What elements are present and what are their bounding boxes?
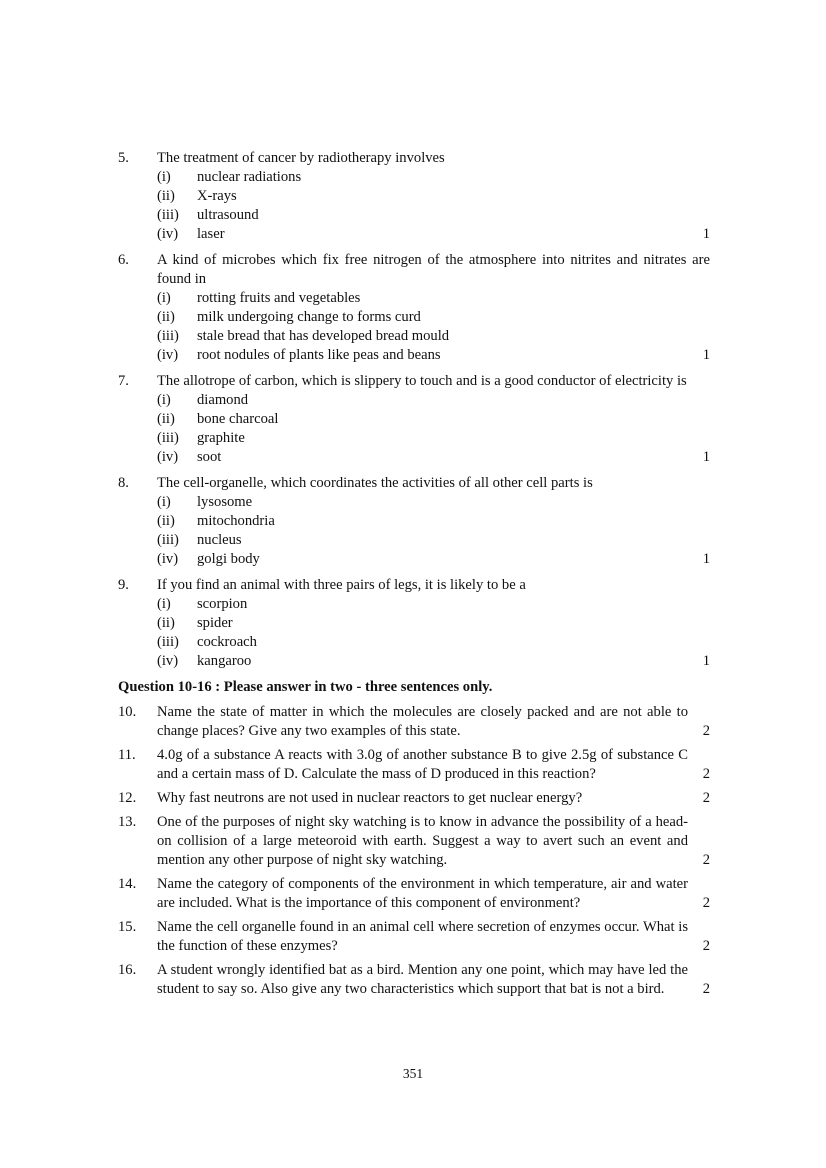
option bbox=[157, 595, 710, 614]
option bbox=[157, 550, 710, 569]
question-11 bbox=[118, 746, 710, 784]
option-number: (iii) bbox=[157, 207, 179, 223]
question-text: The treatment of cancer by radiotherapy involves bbox=[157, 150, 445, 166]
question-8 bbox=[118, 474, 710, 569]
option bbox=[157, 633, 710, 652]
option-number: (i) bbox=[157, 169, 171, 185]
option bbox=[157, 410, 710, 429]
question-number: 7. bbox=[118, 373, 129, 389]
question-number: 13. bbox=[118, 814, 137, 830]
option bbox=[157, 346, 710, 365]
question-text: One of the purposes of night sky watching is to know in advance the possibility of a head-on collision of a large meteoroid with earth. Suggest a way to avert such an event and mention any other purpose of night sky watching. bbox=[157, 814, 688, 868]
question-text: 4.0g of a substance A reacts with 3.0g of another substance B to give 2.5g of substance C and a certain mass of D. Calculate the mass of D produced in this reaction? bbox=[157, 747, 688, 782]
option-number: (iii) bbox=[157, 634, 179, 650]
question-15 bbox=[118, 918, 710, 956]
question-text: The allotrope of carbon, which is slippery to touch and is a good conductor of electricity is bbox=[157, 373, 687, 389]
question-list bbox=[118, 149, 710, 1004]
option-text: cockroach bbox=[197, 634, 257, 650]
option-text: bone charcoal bbox=[197, 411, 279, 427]
option-text: golgi body bbox=[197, 551, 260, 567]
question-number: 16. bbox=[118, 962, 137, 978]
question-number: 11. bbox=[118, 747, 136, 763]
question-text: The cell-organelle, which coordinates the activities of all other cell parts is bbox=[157, 475, 593, 491]
option-number: (i) bbox=[157, 494, 171, 510]
option bbox=[157, 448, 710, 467]
option-text: lysosome bbox=[197, 494, 253, 510]
option bbox=[157, 391, 710, 410]
question-12 bbox=[118, 789, 710, 808]
question-10 bbox=[118, 703, 710, 741]
option-number: (i) bbox=[157, 392, 171, 408]
question-16 bbox=[118, 961, 710, 999]
question-marks: 1 bbox=[702, 449, 710, 465]
question-text: Name the state of matter in which the molecules are closely packed and are not able to change places? Give any two examples of this state. bbox=[157, 704, 688, 739]
option bbox=[157, 289, 710, 308]
question-number: 8. bbox=[118, 475, 129, 491]
option-number: (iv) bbox=[157, 653, 179, 669]
question-marks: 2 bbox=[702, 723, 710, 739]
question-6 bbox=[118, 251, 710, 365]
option bbox=[157, 493, 710, 512]
question-marks: 1 bbox=[702, 347, 710, 363]
question-number: 10. bbox=[118, 704, 137, 720]
question-marks: 1 bbox=[702, 653, 710, 669]
question-marks: 2 bbox=[702, 895, 710, 911]
option-number: (iv) bbox=[157, 226, 179, 242]
option bbox=[157, 187, 710, 206]
option-text: root nodules of plants like peas and beans bbox=[197, 347, 441, 363]
option-number: (ii) bbox=[157, 615, 175, 631]
option bbox=[157, 531, 710, 550]
option bbox=[157, 308, 710, 327]
option-number: (ii) bbox=[157, 309, 175, 325]
option-text: nucleus bbox=[197, 532, 242, 548]
option bbox=[157, 614, 710, 633]
question-marks: 1 bbox=[702, 551, 710, 567]
option-text: ultrasound bbox=[197, 207, 259, 223]
option-text: spider bbox=[197, 615, 233, 631]
option-text: scorpion bbox=[197, 596, 248, 612]
question-13 bbox=[118, 813, 710, 870]
page-number: 351 bbox=[402, 1066, 424, 1081]
question-marks: 2 bbox=[702, 790, 710, 806]
option bbox=[157, 429, 710, 448]
question-text: A student wrongly identified bat as a bird. Mention any one point, which may have led the student to say so. Also give any two characteristics which support that bat is not a bird. bbox=[157, 962, 688, 997]
question-number: 14. bbox=[118, 876, 137, 892]
option bbox=[157, 652, 710, 671]
option-number: (i) bbox=[157, 596, 171, 612]
option-number: (ii) bbox=[157, 411, 175, 427]
question-number: 15. bbox=[118, 919, 137, 935]
option-number: (iii) bbox=[157, 328, 179, 344]
option-number: (iv) bbox=[157, 449, 179, 465]
option-number: (ii) bbox=[157, 188, 175, 204]
question-text: Name the cell organelle found in an animal cell where secretion of enzymes occur. What is the function of these enzymes? bbox=[157, 919, 688, 954]
option-text: stale bread that has developed bread mould bbox=[197, 328, 450, 344]
option-text: soot bbox=[197, 449, 222, 465]
question-marks: 1 bbox=[702, 226, 710, 242]
option-text: rotting fruits and vegetables bbox=[197, 290, 361, 306]
option-text: kangaroo bbox=[197, 653, 252, 669]
option-text: graphite bbox=[197, 430, 245, 446]
question-text: Why fast neutrons are not used in nuclear reactors to get nuclear energy? bbox=[157, 790, 583, 806]
question-marks: 2 bbox=[702, 981, 710, 997]
option-number: (iv) bbox=[157, 347, 179, 363]
question-number: 6. bbox=[118, 252, 129, 268]
option-text: milk undergoing change to forms curd bbox=[197, 309, 421, 325]
option-text: mitochondria bbox=[197, 513, 275, 529]
option bbox=[157, 225, 710, 244]
option-number: (iii) bbox=[157, 430, 179, 446]
question-text: If you find an animal with three pairs of legs, it is likely to be a bbox=[157, 577, 526, 593]
question-marks: 2 bbox=[702, 766, 710, 782]
question-number: 5. bbox=[118, 150, 129, 166]
option-text: diamond bbox=[197, 392, 249, 408]
option bbox=[157, 168, 710, 187]
option-text: X-rays bbox=[197, 188, 237, 204]
question-7 bbox=[118, 372, 710, 467]
question-number: 9. bbox=[118, 577, 129, 593]
option bbox=[157, 206, 710, 225]
option-text: laser bbox=[197, 226, 225, 242]
option-number: (iv) bbox=[157, 551, 179, 567]
question-text: A kind of microbes which fix free nitrogen of the atmosphere into nitrites and nitrates are found in bbox=[157, 252, 710, 287]
option bbox=[157, 512, 710, 531]
option-number: (i) bbox=[157, 290, 171, 306]
question-9 bbox=[118, 576, 710, 671]
question-marks: 2 bbox=[702, 852, 710, 868]
option-text: nuclear radiations bbox=[197, 169, 302, 185]
question-marks: 2 bbox=[702, 938, 710, 954]
option bbox=[157, 327, 710, 346]
question-number: 12. bbox=[118, 790, 137, 806]
option-number: (ii) bbox=[157, 513, 175, 529]
question-5 bbox=[118, 149, 710, 244]
option-number: (iii) bbox=[157, 532, 179, 548]
section-heading: Question 10-16 : Please answer in two - three sentences only. bbox=[118, 679, 493, 695]
question-text: Name the category of components of the environment in which temperature, air and water are included. What is the importance of this component of environment? bbox=[157, 876, 688, 911]
question-14 bbox=[118, 875, 710, 913]
